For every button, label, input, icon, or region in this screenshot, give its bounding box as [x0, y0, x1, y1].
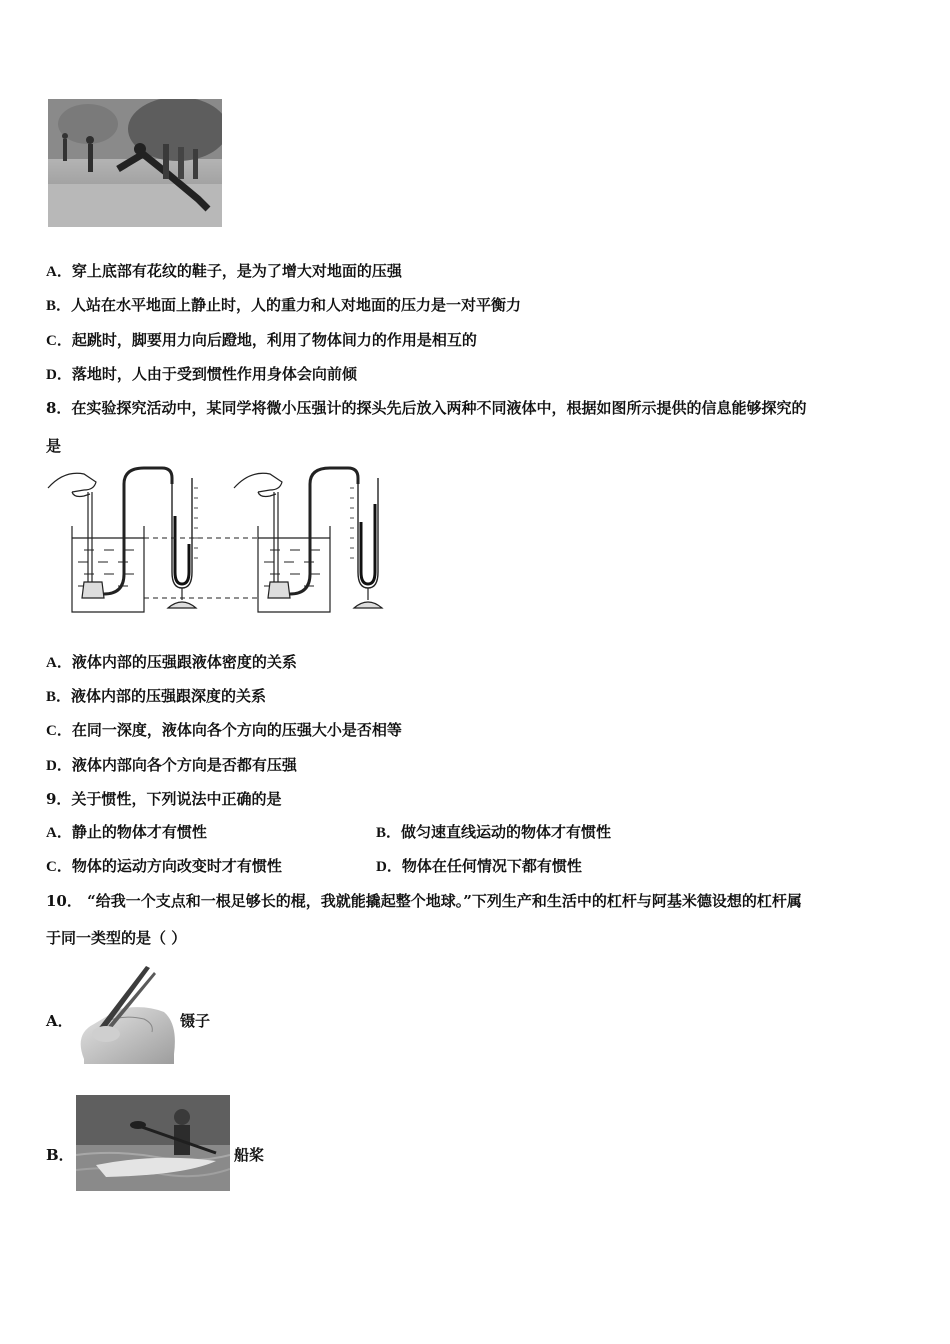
q10-stem-line2: 于同一类型的是（ ）	[46, 929, 187, 947]
left-setup	[48, 468, 198, 612]
q9-option-d: D．物体在任何情况下都有惯性	[376, 857, 582, 875]
right-setup	[234, 468, 382, 612]
q10-option-b-letter: B．	[46, 1146, 74, 1164]
q10-stem-line1: 10． “给我一个支点和一根足够长的棍，我就能撬起整个地球。”下列生产和生活中的杠杆与阿基米德设想的杠杆属	[46, 892, 802, 910]
q9-stem: 9．关于惯性，下列说法中正确的是	[46, 790, 282, 808]
q10-option-a-letter: A．	[46, 1012, 73, 1030]
q7-option-d: D．落地时，人由于受到惯性作用身体会向前倾	[46, 365, 357, 383]
q7-option-a: A．穿上底部有花纹的鞋子，是为了增大对地面的压强	[46, 262, 402, 280]
q8-option-c: C．在同一深度，液体向各个方向的压强大小是否相等	[46, 721, 402, 739]
q10-option-b-label: 船桨	[234, 1146, 265, 1164]
q8-stem-line1: 8．在实验探究活动中，某同学将微小压强计的探头先后放入两种不同液体中，根据如图所示提供的信息能够探究的	[46, 399, 807, 417]
long-jump-photo	[48, 99, 222, 227]
q8-option-b: B．液体内部的压强跟深度的关系	[46, 687, 267, 705]
pressure-gauge-diagram	[44, 464, 384, 620]
tweezers-image	[74, 964, 178, 1064]
q8-option-d: D．液体内部向各个方向是否都有压强	[46, 756, 297, 774]
q9-option-a: A．静止的物体才有惯性	[46, 823, 207, 841]
paddle-image	[76, 1095, 230, 1191]
q7-option-b: B．人站在水平地面上静止时，人的重力和人对地面的压力是一对平衡力	[46, 296, 522, 314]
q8-option-a: A．液体内部的压强跟液体密度的关系	[46, 653, 297, 671]
q7-option-c: C．起跳时，脚要用力向后蹬地，利用了物体间力的作用是相互的	[46, 331, 477, 349]
q8-stem-line2: 是	[46, 437, 62, 455]
q9-option-c: C．物体的运动方向改变时才有惯性	[46, 857, 282, 875]
q9-option-b: B．做匀速直线运动的物体才有惯性	[376, 823, 612, 841]
q10-option-a-label: 镊子	[180, 1012, 211, 1030]
